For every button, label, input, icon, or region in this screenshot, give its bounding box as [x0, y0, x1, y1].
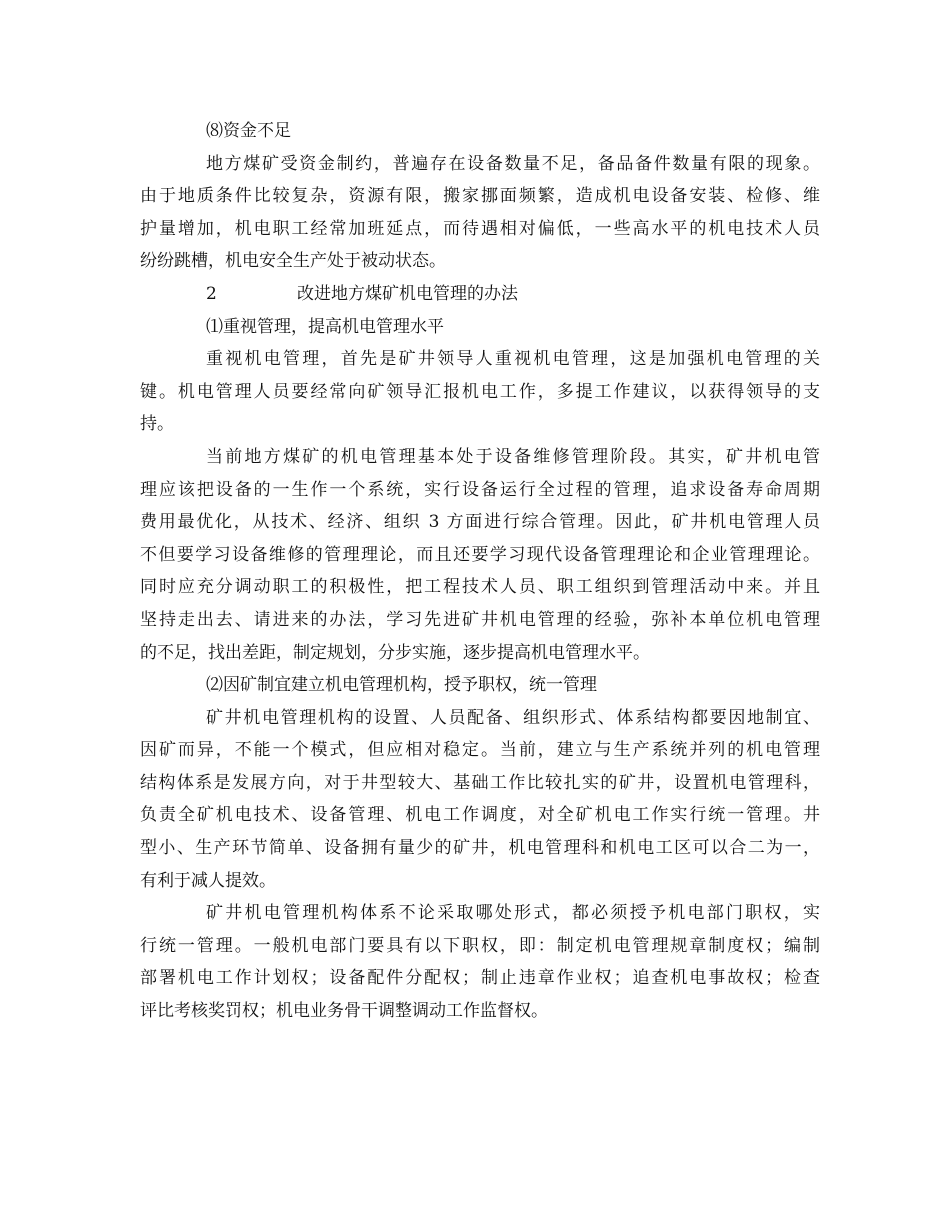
subheading-funding: ⑻资金不足: [206, 121, 291, 141]
paragraph-line: 纷纷跳槽，机电安全生产处于被动状态。: [140, 251, 446, 272]
paragraph-line: 费用最优化，从技术、经济、组织 3 方面进行综合管理。因此，矿井机电管理人员: [140, 512, 820, 533]
paragraph-line: 因矿而异，不能一个模式，但应相对稳定。当前，建立与生产系统并列的机电管理: [140, 740, 820, 761]
section-heading: [140, 278, 820, 311]
paragraph-line: 结构体系是发展方向，对于井型较大、基础工作比较扎实的矿井，设置机电管理科，: [140, 772, 820, 793]
paragraph-line: 键。机电管理人员要经常向矿领导汇报机电工作，多提工作建议，以获得领导的支: [140, 381, 820, 402]
paragraph-line: 地方煤矿受资金制约，普遍存在设备数量不足，备品备件数量有限的现象。: [206, 153, 820, 174]
subheading-management: ⑴重视管理，提高机电管理水平: [206, 316, 444, 337]
paragraph-line: 评比考核奖罚权；机电业务骨干调整调动工作监督权。: [140, 1001, 548, 1022]
paragraph-line: 有利于减人提效。: [140, 870, 276, 891]
paragraph-line: 行统一管理。一般机电部门要具有以下职权，即：制定机电管理规章制度权；编制: [140, 935, 820, 956]
document-body: [140, 115, 820, 1028]
paragraph-line: 护量增加，机电职工经常加班延点，而待遇相对偏低，一些高水平的机电技术人员: [140, 218, 820, 239]
paragraph-line: 矿井机电管理机构的设置、人员配备、组织形式、体系结构都要因地制宜、: [206, 707, 820, 728]
paragraph-line: 坚持走出去、请进来的办法，学习先进矿井机电管理的经验，弥补本单位机电管理: [140, 609, 820, 630]
paragraph-line: 矿井机电管理机构体系不论采取哪处形式，都必须授予机电部门职权，实: [206, 903, 820, 924]
paragraph-line: 理应该把设备的一生作一个系统，实行设备运行全过程的管理，追求设备寿命周期: [140, 479, 820, 500]
paragraph-line: 不但要学习设备维修的管理理论，而且还要学习现代设备管理理论和企业管理理论。: [140, 544, 820, 565]
paragraph-line: 同时应充分调动职工的积极性，把工程技术人员、职工组织到管理活动中来。并且: [140, 577, 820, 598]
section-number: 2: [206, 283, 217, 304]
paragraph-line: 负责全矿机电技术、设备管理、机电工作调度，对全矿机电工作实行统一管理。井: [140, 805, 820, 826]
paragraph-line: 的不足，找出差距，制定规划，分步实施，逐步提高机电管理水平。: [140, 642, 650, 663]
paragraph-line: 当前地方煤矿的机电管理基本处于设备维修管理阶段。其实，矿井机电管: [206, 446, 820, 467]
paragraph-line: 持。: [140, 414, 174, 435]
section-title: 改进地方煤矿机电管理的办法: [297, 283, 518, 304]
paragraph-line: 部署机电工作计划权；设备配件分配权；制止违章作业权；追查机电事故权；检查: [140, 968, 820, 989]
paragraph-line: 重视机电管理，首先是矿井领导人重视机电管理，这是加强机电管理的关: [206, 349, 820, 370]
paragraph-line: 由于地质条件比较复杂，资源有限，搬家挪面频繁，造成机电设备安装、检修、维: [140, 186, 820, 207]
paragraph-line: 型小、生产环节简单、设备拥有量少的矿井，机电管理科和机电工区可以合二为一，: [140, 838, 820, 859]
subheading-organization: ⑵因矿制宜建立机电管理机构，授予职权，统一管理: [206, 675, 597, 696]
